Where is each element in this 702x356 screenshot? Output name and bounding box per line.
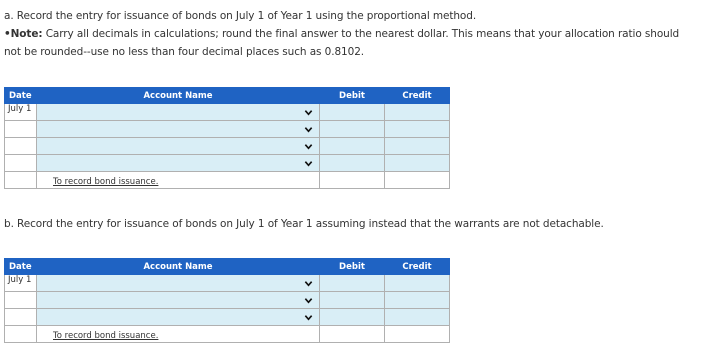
account-select[interactable]: [37, 309, 320, 326]
date-cell: [5, 326, 37, 343]
chevron-down-icon[interactable]: [297, 121, 319, 137]
debit-input[interactable]: [320, 121, 385, 138]
credit-input[interactable]: [385, 155, 450, 172]
chevron-down-icon[interactable]: [297, 309, 319, 325]
credit-header: Credit: [385, 259, 450, 275]
date-cell: [5, 309, 37, 326]
debit-input[interactable]: [320, 292, 385, 309]
debit-cell: [320, 326, 385, 343]
account-select[interactable]: [37, 275, 320, 292]
chevron-down-icon[interactable]: [297, 138, 319, 154]
table-row: [5, 104, 450, 121]
memo-text: To record bond issuance.: [53, 331, 159, 341]
account-select[interactable]: [37, 155, 320, 172]
part-a-instruction: a. Record the entry for issuance of bonds on July 1 of Year 1 using the proportional method.: [4, 10, 477, 22]
date-cell: [5, 155, 37, 172]
credit-input[interactable]: [385, 275, 450, 292]
memo-text: To record bond issuance.: [53, 177, 159, 187]
account-name-header: Account Name: [37, 88, 320, 104]
date-cell: [5, 138, 37, 155]
debit-header: Debit: [320, 88, 385, 104]
credit-cell: [385, 326, 450, 343]
debit-cell: [320, 172, 385, 189]
table-row: [5, 292, 450, 309]
date-cell: July 1: [5, 275, 37, 292]
memo-row: [5, 172, 450, 189]
note-label: •Note:: [4, 28, 43, 40]
date-cell: [5, 292, 37, 309]
journal-table-b: [4, 258, 450, 343]
date-header: Date: [5, 88, 37, 104]
date-cell: [5, 172, 37, 189]
account-name-header: Account Name: [37, 259, 320, 275]
chevron-down-icon[interactable]: [297, 104, 319, 120]
table-header-row: [5, 259, 450, 275]
account-select[interactable]: [37, 138, 320, 155]
debit-input[interactable]: [320, 138, 385, 155]
part-a-note: [4, 25, 698, 61]
note-text: Carry all decimals in calculations; round the final answer to the nearest dollar. This means that your allocation ratio should not be rounded--use no less than four decimal places such as 0.8102.: [4, 28, 680, 58]
account-select[interactable]: [37, 104, 320, 121]
chevron-down-icon[interactable]: [297, 155, 319, 171]
date-header: Date: [5, 259, 37, 275]
account-select[interactable]: [37, 121, 320, 138]
memo-cell: [37, 172, 320, 189]
debit-header: Debit: [320, 259, 385, 275]
memo-cell: [37, 326, 320, 343]
table-row: [5, 155, 450, 172]
credit-input[interactable]: [385, 138, 450, 155]
part-b-instruction: b. Record the entry for issuance of bonds on July 1 of Year 1 assuming instead that the warrants are not detachable.: [4, 218, 604, 230]
chevron-down-icon[interactable]: [297, 292, 319, 308]
table-row: [5, 121, 450, 138]
credit-cell: [385, 172, 450, 189]
table-header-row: [5, 88, 450, 104]
chevron-down-icon[interactable]: [297, 275, 319, 291]
table-row: [5, 138, 450, 155]
credit-input[interactable]: [385, 121, 450, 138]
account-select[interactable]: [37, 292, 320, 309]
debit-input[interactable]: [320, 104, 385, 121]
credit-input[interactable]: [385, 309, 450, 326]
memo-row: [5, 326, 450, 343]
table-row: [5, 309, 450, 326]
debit-input[interactable]: [320, 309, 385, 326]
credit-input[interactable]: [385, 104, 450, 121]
debit-input[interactable]: [320, 155, 385, 172]
credit-header: Credit: [385, 88, 450, 104]
journal-table-a: [4, 87, 450, 189]
table-row: [5, 275, 450, 292]
date-cell: [5, 121, 37, 138]
debit-input[interactable]: [320, 275, 385, 292]
date-cell: July 1: [5, 104, 37, 121]
credit-input[interactable]: [385, 292, 450, 309]
